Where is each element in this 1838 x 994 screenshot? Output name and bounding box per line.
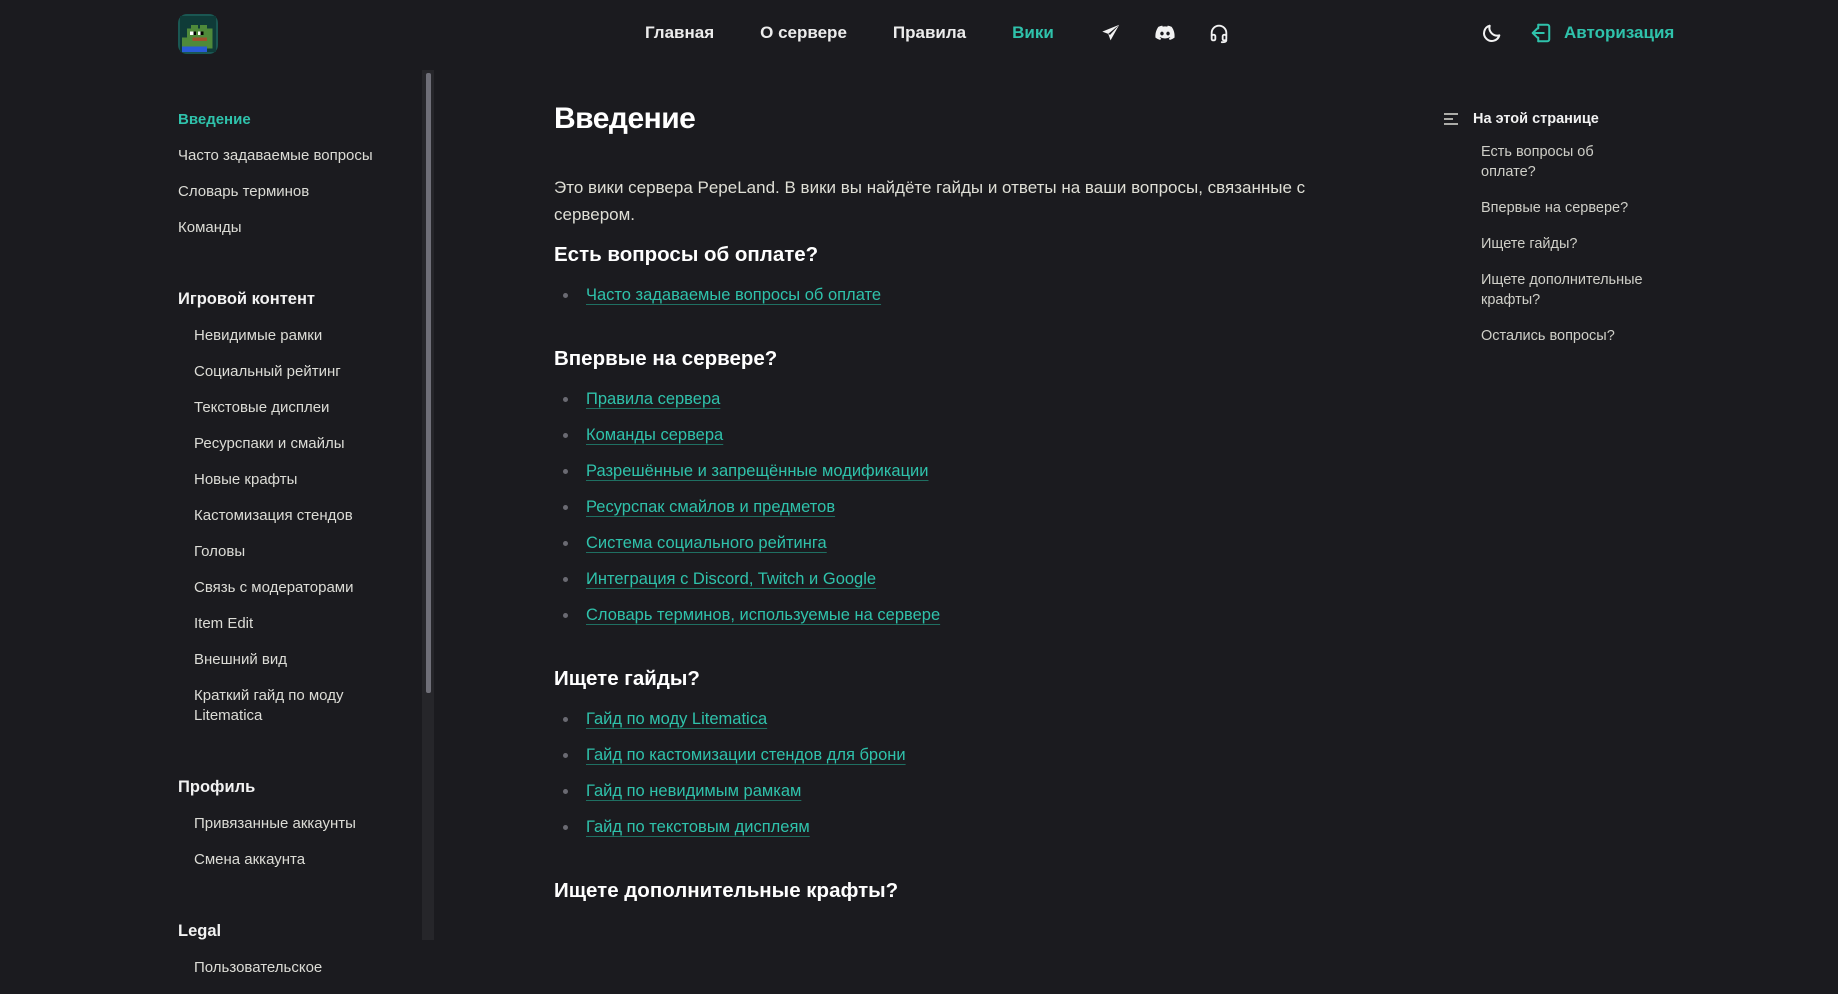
heading-guides: Ищете гайды? [554, 667, 700, 690]
heading-payment: Есть вопросы об оплате? [554, 243, 819, 266]
sidebar-item-item-edit[interactable]: Item Edit [194, 615, 254, 632]
list-item [554, 387, 1314, 423]
toc-item-extra-crafts[interactable]: Ищете дополнительные крафты? [1481, 272, 1643, 308]
sidebar-scrollbar-thumb[interactable] [426, 73, 431, 693]
telegram-icon[interactable] [1100, 22, 1122, 44]
list-item [554, 603, 1314, 639]
link-resourcepack[interactable]: Ресурспак смайлов и предметов [586, 498, 836, 516]
sidebar-item-text-displays[interactable]: Текстовые дисплеи [194, 399, 330, 416]
site-logo[interactable] [178, 14, 218, 54]
support-headset-icon[interactable] [1208, 22, 1230, 44]
sidebar-item-faq[interactable]: Часто задаваемые вопросы [178, 147, 373, 164]
link-glossary[interactable]: Словарь терминов, используемые на сервере [586, 606, 941, 624]
sidebar-item-commands[interactable]: Команды [178, 219, 242, 236]
toc-item-first-time[interactable]: Впервые на сервере? [1481, 200, 1629, 216]
link-litematica-guide[interactable]: Гайд по моду Litematica [586, 710, 768, 728]
toc-title: На этой странице [1473, 111, 1599, 127]
login-icon [1530, 22, 1552, 44]
top-header [0, 0, 1838, 66]
link-text-displays-guide[interactable]: Гайд по текстовым дисплеям [586, 818, 810, 836]
nav-rules[interactable]: Правила [892, 23, 967, 42]
wiki-content [554, 96, 1314, 905]
toc-item-questions-left[interactable]: Остались вопросы? [1481, 328, 1615, 344]
toc-item-guides[interactable]: Ищете гайды? [1481, 236, 1578, 252]
list-item [554, 283, 1314, 319]
list-item [554, 815, 1314, 851]
sidebar-item-litematica-guide[interactable]: Краткий гайд по моду Litematica [194, 687, 344, 724]
on-this-page [1443, 108, 1703, 362]
heading-extra-crafts: Ищете дополнительные крафты? [554, 879, 899, 902]
discord-icon[interactable] [1154, 22, 1176, 44]
intro-paragraph: Это вики сервера PepeLand. В вики вы найдёте гайды и ответы на ваши вопросы, связанные с сервером. [554, 178, 1306, 224]
list-item [554, 707, 1314, 743]
sidebar-item-user-agreement[interactable]: Пользовательское [194, 959, 323, 976]
heading-first-time: Впервые на сервере? [554, 347, 778, 370]
toc-item-payment[interactable]: Есть вопросы об оплате? [1481, 144, 1594, 180]
list-item [554, 743, 1314, 779]
first-time-links [554, 387, 1314, 639]
wiki-sidebar [0, 66, 434, 976]
sidebar-item-appearance[interactable]: Внешний вид [194, 651, 287, 668]
link-invisible-frames-guide[interactable]: Гайд по невидимым рамкам [586, 782, 802, 800]
nav-wiki[interactable]: Вики [1012, 23, 1054, 42]
link-armor-stand-guide[interactable]: Гайд по кастомизации стендов для брони [586, 746, 906, 764]
nav-home[interactable]: Главная [645, 23, 715, 42]
main-nav [645, 0, 1262, 66]
list-item [554, 779, 1314, 815]
sidebar-section-game-content: Игровой контент [178, 290, 316, 308]
sidebar-item-glossary[interactable]: Словарь терминов [178, 183, 310, 200]
list-item [554, 459, 1314, 495]
link-server-rules[interactable]: Правила сервера [586, 390, 721, 408]
sidebar-item-heads[interactable]: Головы [194, 543, 246, 560]
sidebar-item-introduction[interactable]: Введение [178, 111, 251, 128]
list-icon [1443, 112, 1459, 126]
login-label: Авторизация [1564, 23, 1675, 42]
sidebar-section-profile: Профиль [178, 778, 256, 796]
sidebar-item-invisible-frames[interactable]: Невидимые рамки [194, 327, 323, 344]
sidebar-item-resourcepacks[interactable]: Ресурспаки и смайлы [194, 435, 345, 452]
sidebar-item-linked-accounts[interactable]: Привязанные аккаунты [194, 815, 356, 832]
sidebar-item-change-account[interactable]: Смена аккаунта [194, 851, 306, 868]
list-item [554, 567, 1314, 603]
pepe-frog-icon [180, 16, 216, 52]
link-payment-faq[interactable]: Часто задаваемые вопросы об оплате [586, 286, 882, 304]
sidebar-item-contact-moderators[interactable]: Связь с модераторами [194, 579, 354, 596]
payment-links [554, 283, 1314, 319]
link-server-commands[interactable]: Команды сервера [586, 426, 724, 444]
nav-about-server[interactable]: О сервере [760, 23, 847, 42]
page-title: Введение [554, 102, 696, 135]
login-button[interactable] [1530, 20, 1674, 46]
sidebar-item-social-rating[interactable]: Социальный рейтинг [194, 363, 341, 380]
list-item [554, 495, 1314, 531]
list-item [554, 423, 1314, 459]
sidebar-item-armor-stands[interactable]: Кастомизация стендов [194, 507, 353, 524]
sidebar-section-legal: Legal [178, 922, 222, 940]
link-social-rating[interactable]: Система социального рейтинга [586, 534, 827, 552]
list-item [554, 531, 1314, 567]
guide-links [554, 707, 1314, 851]
moon-icon[interactable] [1481, 22, 1503, 44]
link-allowed-mods[interactable]: Разрешённые и запрещённые модификации [586, 462, 929, 480]
sidebar-item-new-crafts[interactable]: Новые крафты [194, 471, 298, 488]
link-integrations[interactable]: Интеграция с Discord, Twitch и Google [586, 570, 877, 588]
